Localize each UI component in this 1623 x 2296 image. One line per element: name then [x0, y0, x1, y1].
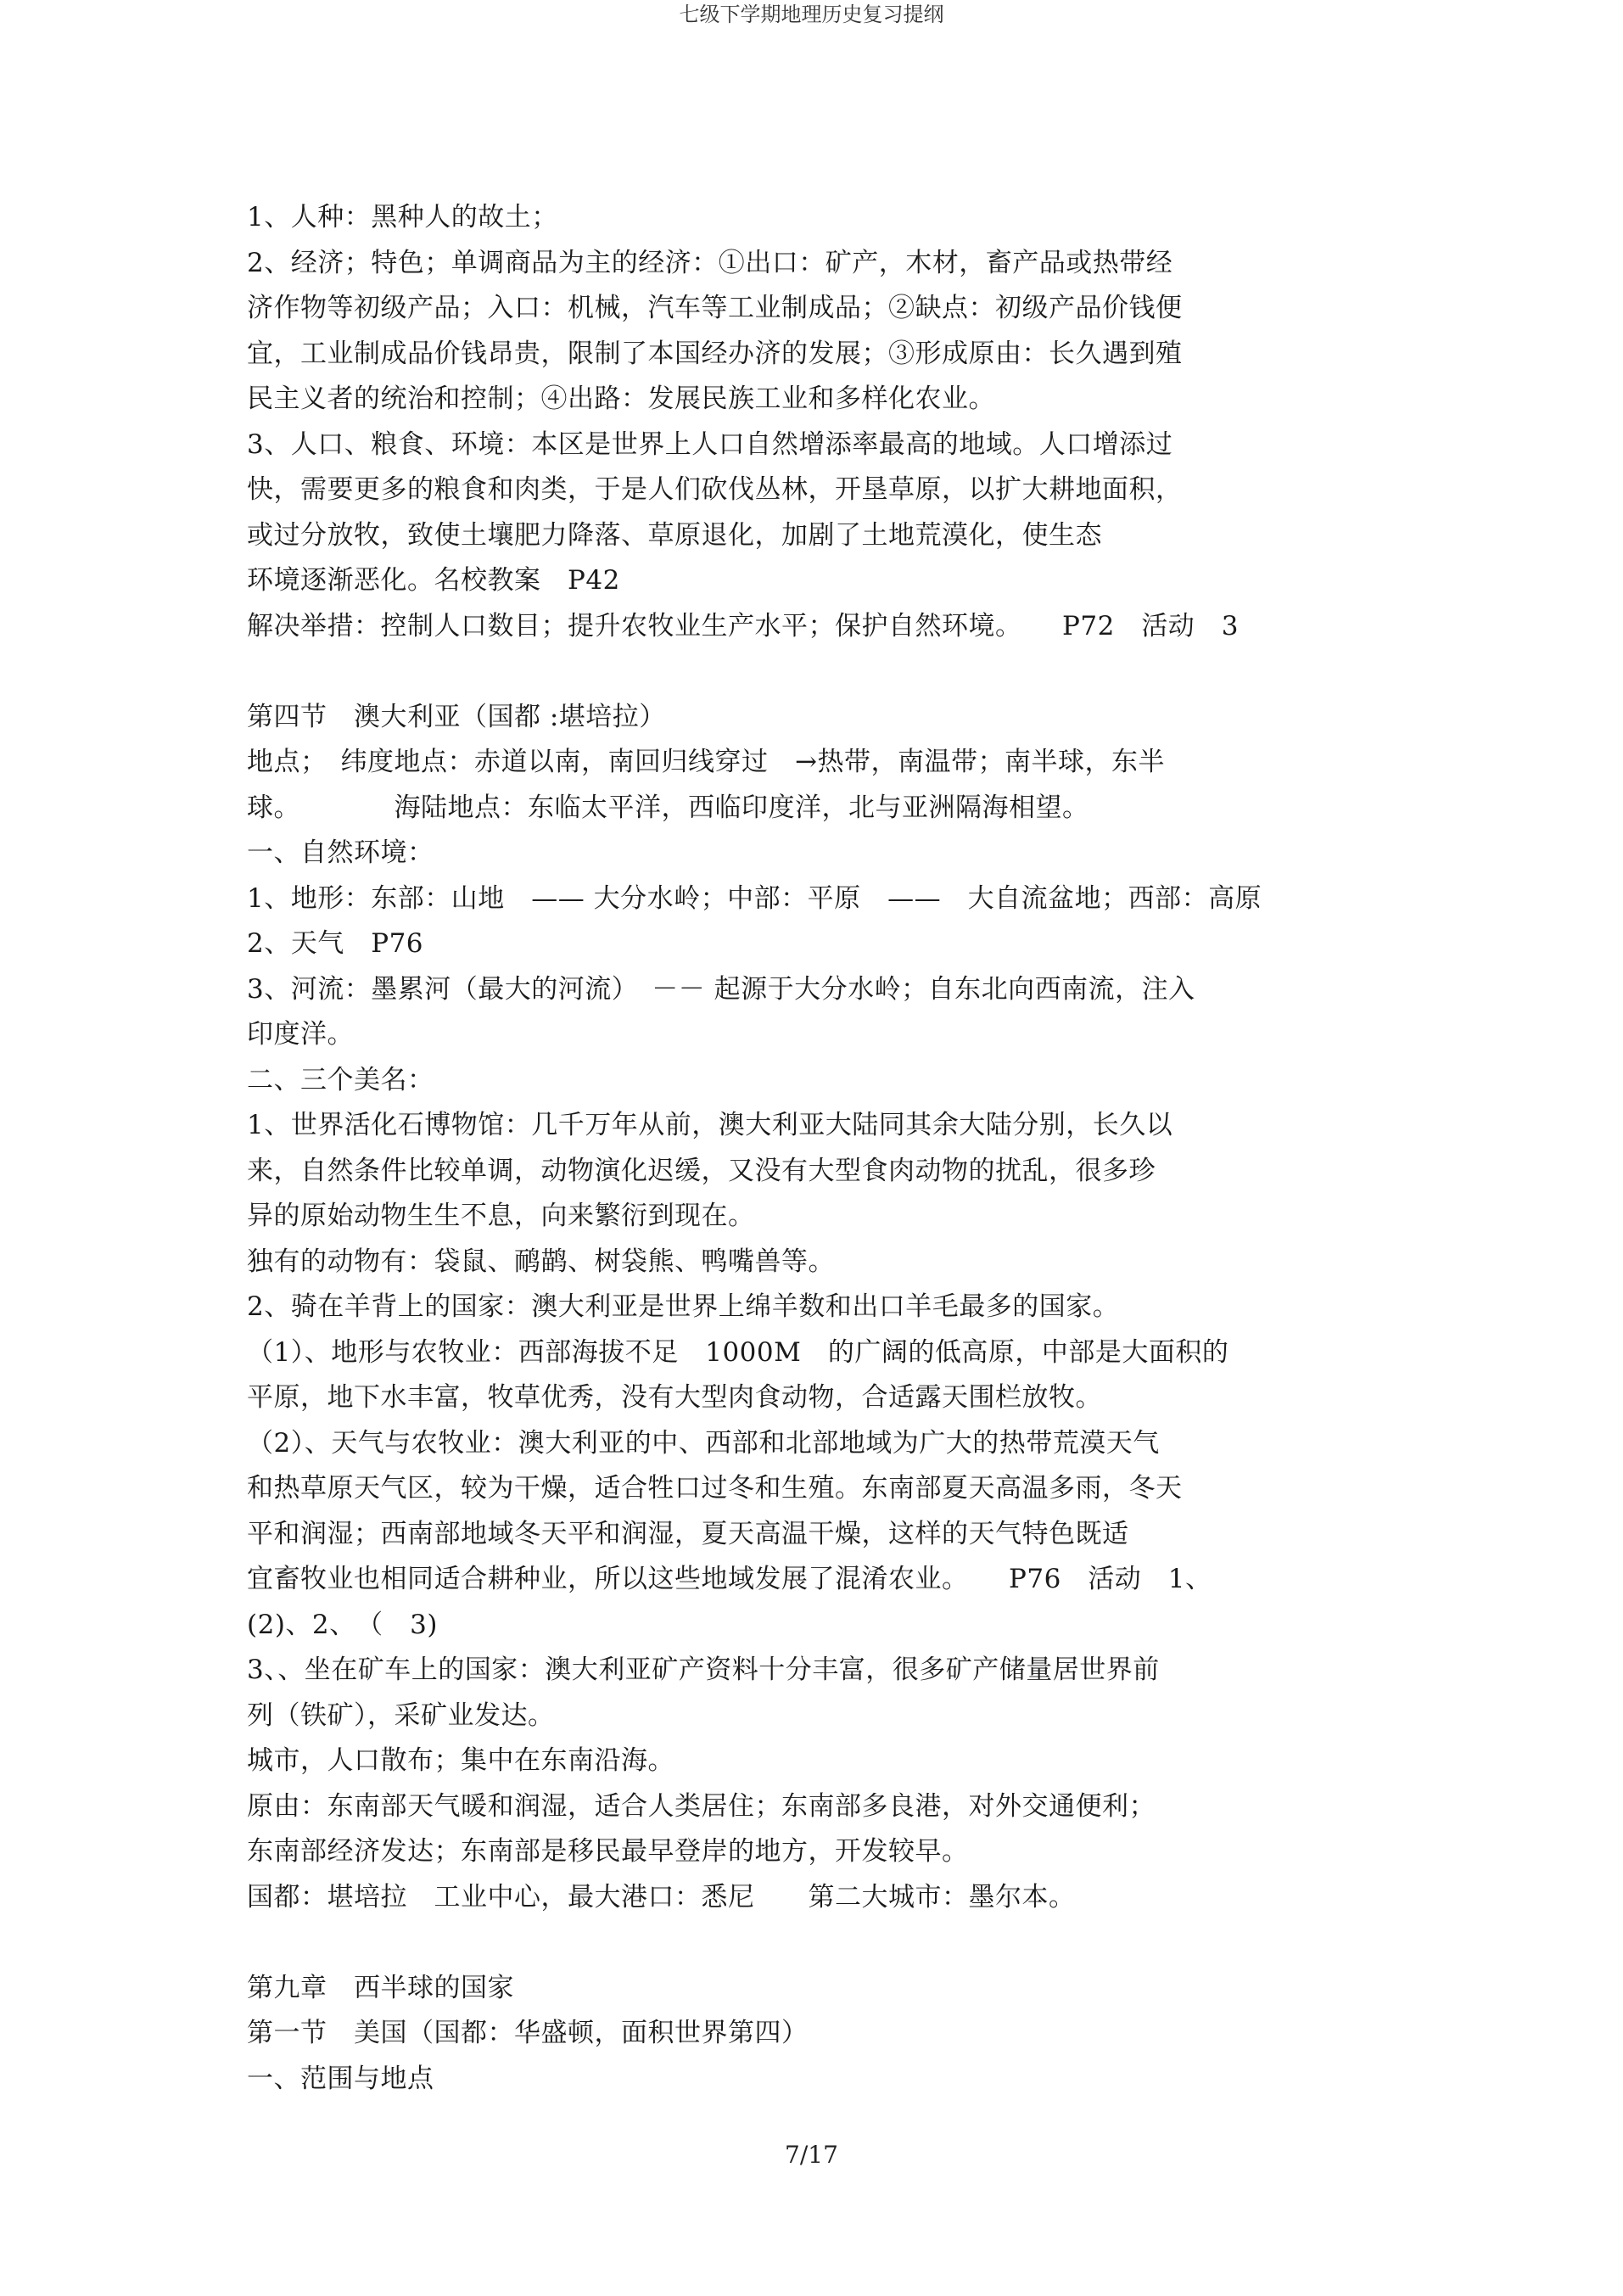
text-line: 或过分放牧，致使土壤肥力降落、草原退化，加剧了土地荒漠化，使生态 — [247, 519, 1102, 551]
text-line: 一、范围与地点 — [247, 2063, 434, 2094]
text-line: 宜，工业制成品价钱昂贵，限制了本国经办济的发展；③形成原由：长久遇到殖 — [247, 338, 1183, 369]
text-line: 和热草原天气区，较为干燥，适合牲口过冬和生殖。东南部夏天高温多雨，冬天 — [247, 1473, 1183, 1504]
text-line: 1、地形：东部：山地 —— 大分水岭；中部：平原 —— 大自流盆地；西部：高原 — [247, 882, 1262, 914]
text-line: （2）、天气与农牧业：澳大利亚的中、西部和北部地域为广大的热带荒漠天气 — [247, 1427, 1160, 1459]
text-line: 3、、坐在矿车上的国家：澳大利亚矿产资料十分丰富，很多矿产储量居世界前 — [247, 1655, 1160, 1685]
page-number: 7/17 — [785, 2141, 838, 2169]
text-line: 1、世界活化石博物馆：几千万年从前，澳大利亚大陆同其余大陆分别，长久以 — [247, 1110, 1173, 1140]
chapter-heading: 第九章 西半球的国家 — [247, 1972, 514, 2003]
text-line: 异的原始动物生生不息，向来繁衍到现在。 — [247, 1201, 755, 1231]
text-line: 3、人口、粮食、环境：本区是世界上人口自然增添率最高的地域。人口增添过 — [247, 428, 1173, 460]
blank-line — [247, 649, 1401, 695]
document-header — [0, 0, 1623, 34]
text-line: 环境逐渐恶化。名校教案 P42 — [247, 565, 620, 596]
text-line: 独有的动物有：袋鼠、鸸鹋、树袋熊、鸭嘴兽等。 — [247, 1246, 835, 1277]
text-line: 解决举措：控制人口数目；提升农牧业生产水平；保护自然环境。 P72 活动 3 — [247, 610, 1240, 641]
text-line: 国都：堪培拉 工业中心，最大港口：悉尼 第二大城市：墨尔本。 — [247, 1881, 1076, 1912]
section-heading: 第一节 美国（国都：华盛顿，面积世界第四） — [247, 2018, 809, 2048]
text-line: 一、自然环境： — [247, 837, 434, 868]
document-body — [247, 195, 1401, 2102]
text-line: 3、河流：墨累河（最大的河流） －－ 起源于大分水岭；自东北向西南流，注入 — [247, 973, 1195, 1005]
text-line: 2、骑在羊背上的国家：澳大利亚是世界上绵羊数和出口羊毛最多的国家。 — [247, 1291, 1120, 1322]
text-line: 印度洋。 — [247, 1019, 354, 1050]
text-line: 民主义者的统治和控制；④出路：发展民族工业和多样化农业。 — [247, 384, 995, 414]
text-line: 1、人种：黑种人的故土； — [247, 202, 558, 232]
text-line: 快，需要更多的粮食和肉类，于是人们砍伐丛林，开垦草原，以扩大耕地面积， — [247, 474, 1183, 505]
text-line: 来，自然条件比较单调，动物演化迟缓，又没有大型食肉动物的扰乱，很多珍 — [247, 1155, 1156, 1186]
text-line: 平原，地下水丰富，牧草优秀，没有大型肉食动物，合适露天围栏放牧。 — [247, 1382, 1102, 1413]
text-line: (2)、2、 （ 3) — [247, 1609, 438, 1640]
document-title: 七级下学期地理历史复习提纲 — [679, 3, 944, 26]
text-line: （1）、地形与农牧业：西部海拔不足 1000M 的广阔的低高原，中部是大面积的 — [247, 1336, 1229, 1368]
text-line: 地点； 纬度地点：赤道以南，南回归线穿过 →热带，南温带；南半球，东半 — [247, 747, 1165, 777]
text-line: 城市，人口散布；集中在东南沿海。 — [247, 1745, 674, 1776]
blank-line — [247, 1920, 1401, 1966]
section-heading: 第四节 澳大利亚（国都 :堪培拉） — [247, 701, 666, 732]
text-line: 二、三个美名： — [247, 1064, 434, 1095]
text-line: 原由：东南部天气暖和润湿，适合人类居住；东南部多良港，对外交通便利； — [247, 1790, 1156, 1822]
text-line: 东南部经济发达；东南部是移民最早登岸的地方，开发较早。 — [247, 1836, 969, 1867]
text-line: 列（铁矿），采矿业发达。 — [247, 1700, 555, 1731]
text-line: 宜畜牧业也相同适合耕种业，所以这些地域发展了混淆农业。 P76 活动 1、 — [247, 1564, 1212, 1594]
text-line: 2、经济；特色；单调商品为主的经济：①出口：矿产，木材，畜产品或热带经 — [247, 247, 1173, 278]
text-line: 2、天气 P76 — [247, 928, 424, 959]
text-line: 平和润湿；西南部地域冬天平和润湿，夏天高温干燥，这样的天气特色既适 — [247, 1518, 1129, 1549]
text-line: 济作物等初级产品；入口：机械，汽车等工业制成品；②缺点：初级产品价钱便 — [247, 293, 1183, 323]
text-line: 球。 海陆地点：东临太平洋，西临印度洋，北与亚洲隔海相望。 — [247, 792, 1089, 823]
